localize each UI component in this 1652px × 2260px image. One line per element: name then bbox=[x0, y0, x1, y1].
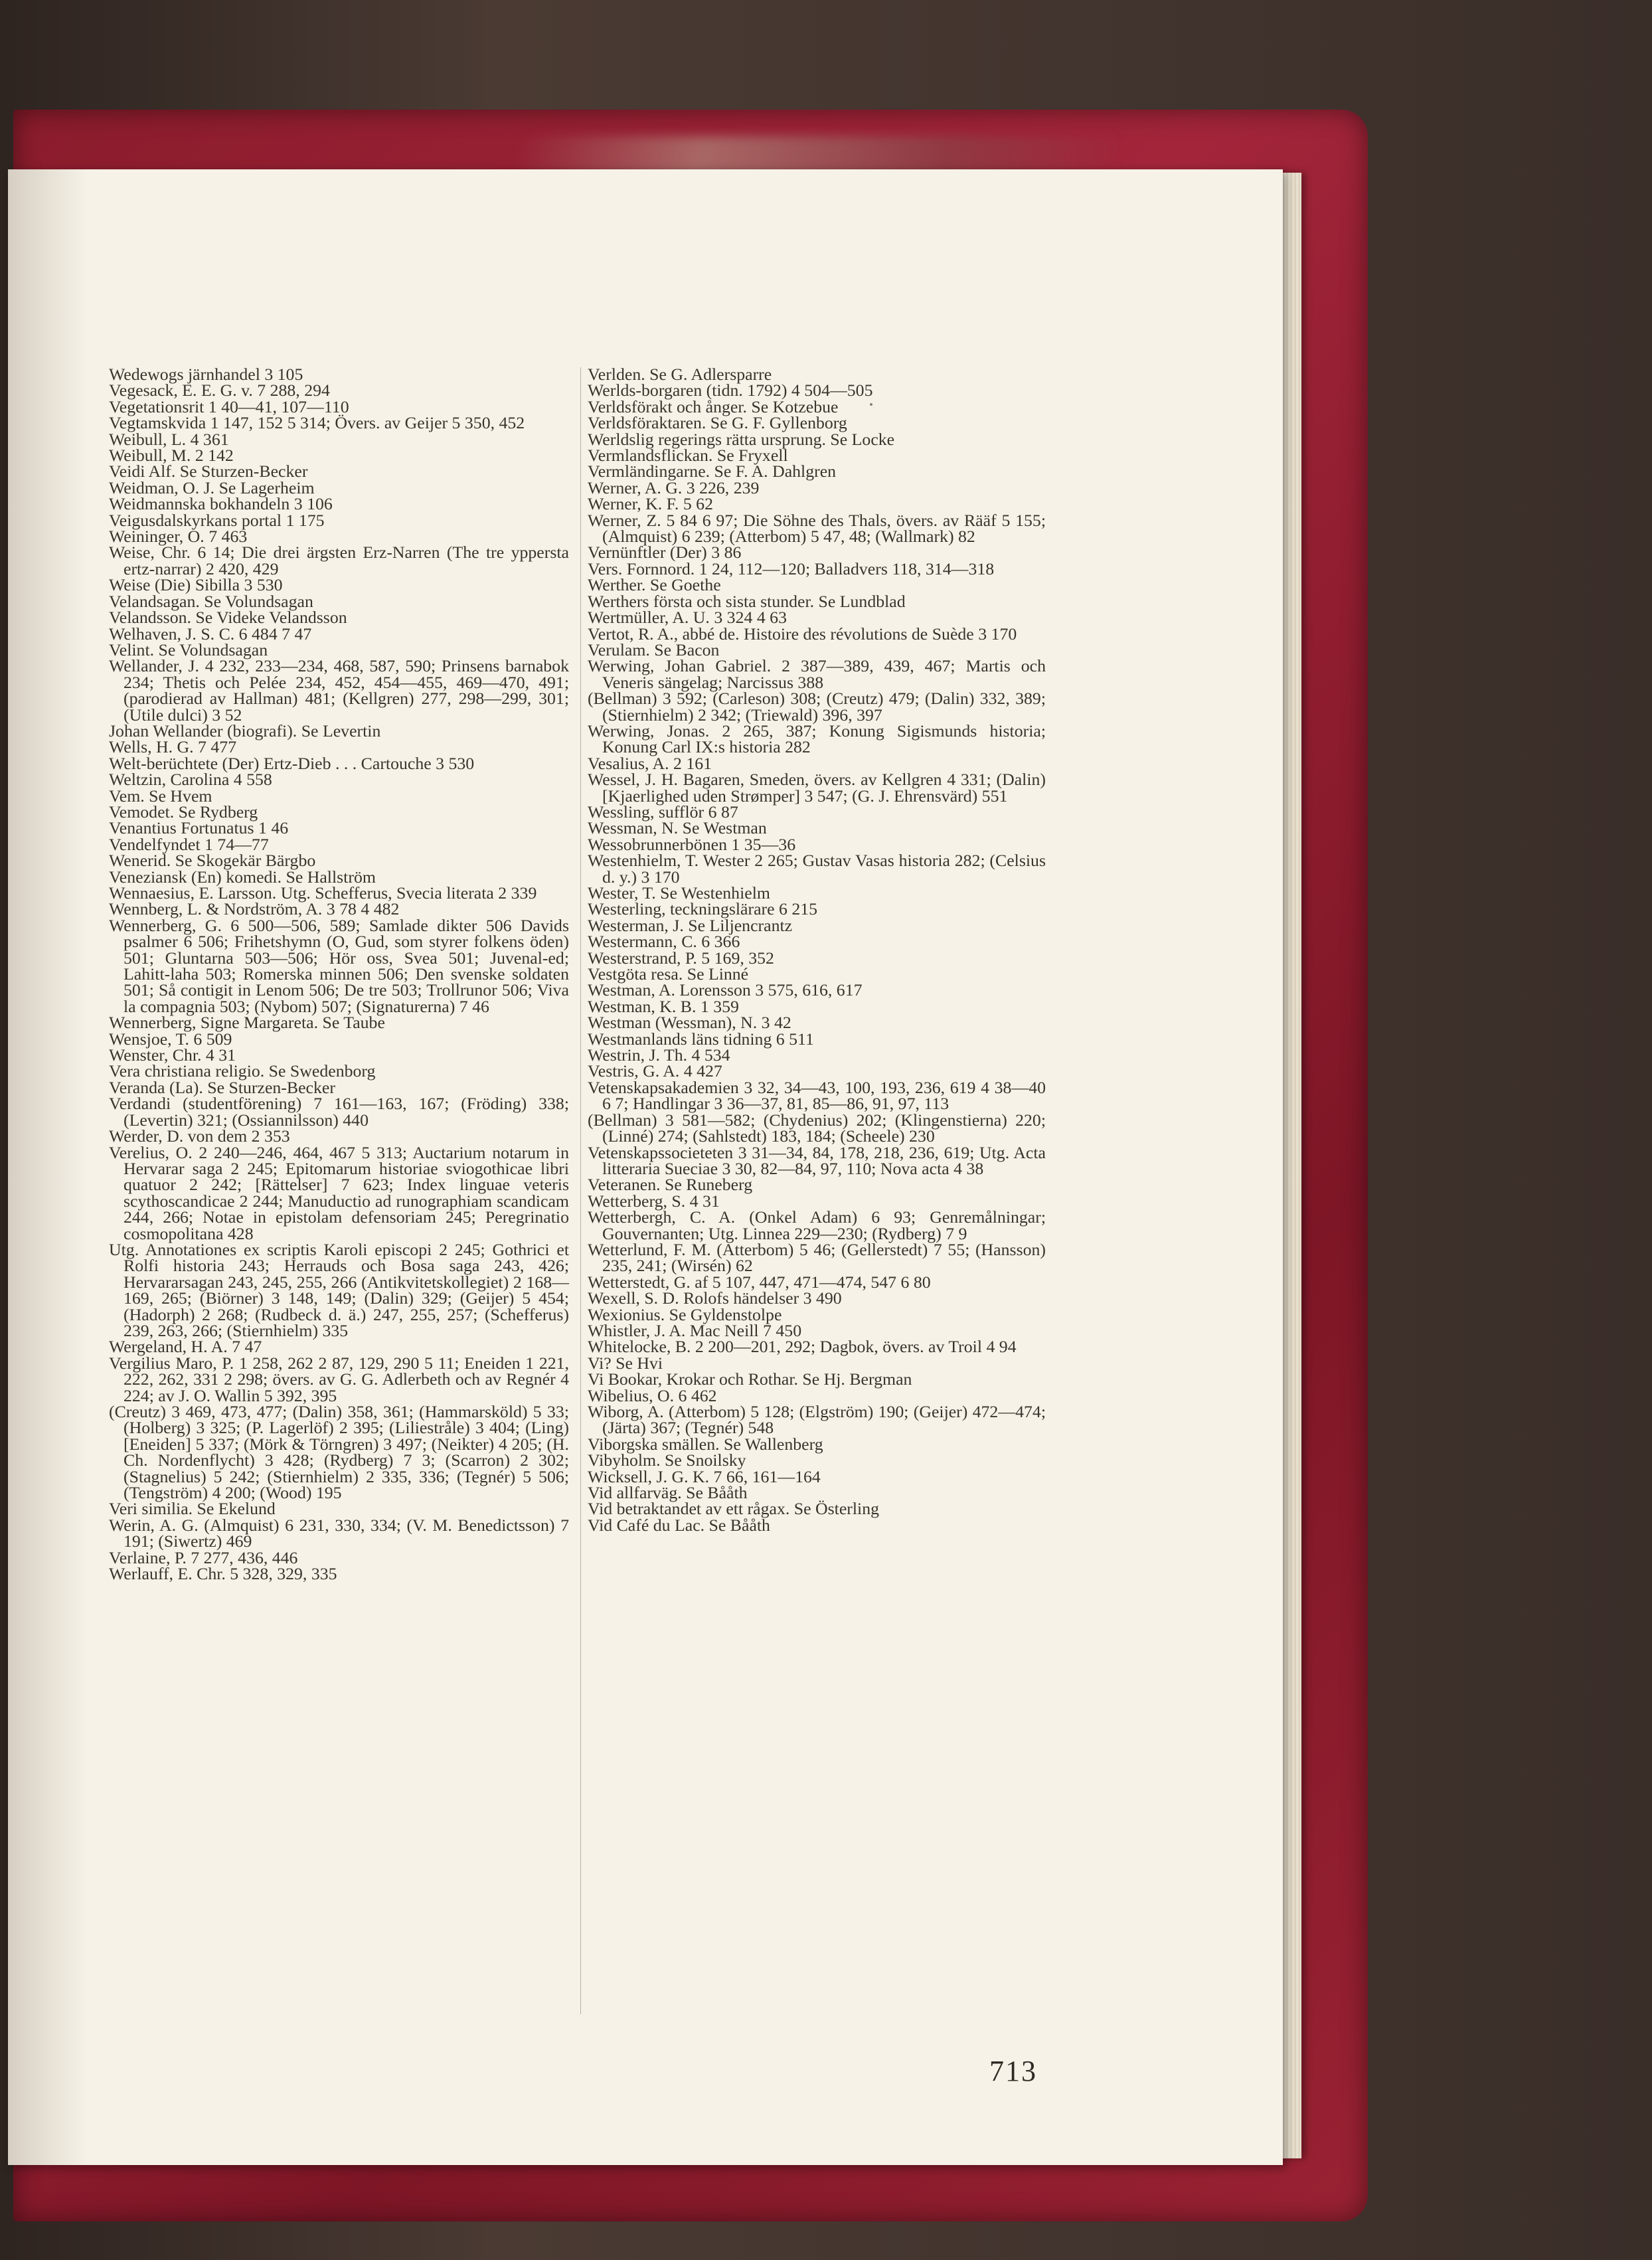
index-entry: Whistler, J. A. Mac Neill 7 450 bbox=[588, 1320, 802, 1340]
index-entry: Wexell, S. D. Rolofs händelser 3 490 bbox=[588, 1288, 842, 1308]
index-entry: Verlaine, P. 7 277, 436, 446 bbox=[109, 1547, 298, 1567]
index-entry: Weise, Chr. 6 14; Die drei ärgsten Erz-Narren (The tre yppersta ertz-narrar) 2 420, 429 bbox=[109, 543, 569, 578]
index-entry: Wicksell, J. G. K. 7 66, 161—164 bbox=[588, 1466, 821, 1486]
index-entry: Vegetationsrit 1 40—41, 107—110 bbox=[109, 396, 349, 416]
index-entry: Vesalius, A. 2 161 bbox=[588, 753, 712, 773]
index-entry: Wexionius. Se Gyldenstolpe bbox=[588, 1304, 782, 1324]
index-entry: Westman, K. B. 1 359 bbox=[588, 996, 739, 1016]
index-entry: Wennberg, L. & Nordström, A. 3 78 4 482 bbox=[109, 899, 400, 919]
index-entry: Werner, A. G. 3 226, 239 bbox=[588, 478, 760, 497]
index-entry: Vera christiana religio. Se Swedenborg bbox=[109, 1061, 376, 1081]
index-entry: Verlden. Se G. Adlersparre bbox=[588, 365, 772, 384]
index-entry: Westmanlands läns tidning 6 511 bbox=[588, 1029, 814, 1049]
index-entry: Wergeland, H. A. 7 47 bbox=[109, 1337, 262, 1357]
index-entry: Westman (Wessman), N. 3 42 bbox=[588, 1013, 791, 1033]
index-entry: Vermländingarne. Se F. A. Dahlgren bbox=[588, 462, 837, 481]
index-entry: Johan Wellander (biografi). Se Levertin bbox=[109, 721, 381, 740]
index-entry: Verelius, O. 2 240—246, 464, 467 5 313; Auctarium notarum in Hervarar saga 2 245; Epitomarum historiae sviogothicae libri quatuor 2 242; [Rättelser] 7 623; Index linguae veteris scythoscandicae 2 244; Manuductio ad runographiam scandicam 244, 266; Notae in epistolam defensoriam 245; Peregrinatio cosmopolitana 428 bbox=[109, 1142, 569, 1243]
index-entry: Weidman, O. J. Se Lagerheim bbox=[109, 478, 315, 497]
index-entry: Werin, A. G. (Almquist) 6 231, 330, 334; (V. M. Benedictsson) 7 191; (Siwertz) 469 bbox=[109, 1515, 569, 1551]
index-entry: Whitelocke, B. 2 200—201, 292; Dagbok, övers. av Troil 4 94 bbox=[588, 1337, 1017, 1357]
index-entry: Verldsförakt och ånger. Se Kotzebue bbox=[588, 396, 839, 416]
index-entry: Weibull, L. 4 361 bbox=[109, 429, 229, 449]
index-entry: Werther. Se Goethe bbox=[588, 575, 721, 595]
index-entry: Wiborg, A. (Atterbom) 5 128; (Elgström) 190; (Geijer) 472—474; (Järta) 367; (Tegnér) 548 bbox=[588, 1402, 1046, 1438]
index-entry: Welt-berüchtete (Der) Ertz-Dieb . . . Cartouche 3 530 bbox=[109, 753, 475, 773]
index-entry: Wetterbergh, C. A. (Onkel Adam) 6 93; Genremålningar; Gouvernanten; Utg. Linnea 229—230; (Rydberg) 7 9 bbox=[588, 1207, 1046, 1243]
index-entry: Vendelfyndet 1 74—77 bbox=[109, 834, 269, 854]
index-entry: Werldslig regerings rätta ursprung. Se Locke bbox=[588, 429, 895, 449]
index-entry: Wennerberg, Signe Margareta. Se Taube bbox=[109, 1013, 385, 1033]
index-entry: Werlauff, E. Chr. 5 328, 329, 335 bbox=[109, 1564, 337, 1584]
index-entry: Westman, A. Lorensson 3 575, 616, 617 bbox=[588, 980, 863, 1000]
index-entry: Verldsföraktaren. Se G. F. Gyllenborg bbox=[588, 413, 847, 433]
index-entry: Vi Bookar, Krokar och Rothar. Se Hj. Bergman bbox=[588, 1369, 912, 1389]
index-entry: Wessobrunnerbönen 1 35—36 bbox=[588, 834, 796, 854]
index-entry: Werlds-borgaren (tidn. 1792) 4 504—505 bbox=[588, 381, 873, 400]
index-entry: Velandsagan. Se Volundsagan bbox=[109, 591, 313, 611]
index-entry: Vetenskapsakademien 3 32, 34—43, 100, 193, 236, 619 4 38—40 6 7; Handlingar 3 36—37, 81, 85—86, 91, 97, 113 bbox=[588, 1077, 1046, 1114]
index-entry: Wenerid. Se Skogekär Bärgbo bbox=[109, 851, 316, 871]
index-entry: Werner, Z. 5 84 6 97; Die Söhne des Thals, övers. av Rääf 5 155; (Almquist) 6 239; (Atterbom) 5 47, 48; (Wallmark) 82 bbox=[588, 510, 1046, 547]
index-entry: Wertmüller, A. U. 3 324 4 63 bbox=[588, 608, 787, 628]
index-entry: (Bellman) 3 592; (Carleson) 308; (Creutz) 479; (Dalin) 332, 389; (Stiernhielm) 2 342; (Triewald) 396, 397 bbox=[588, 689, 1046, 725]
index-entry: Veranda (La). Se Sturzen-Becker bbox=[109, 1077, 335, 1097]
book-page bbox=[8, 169, 1283, 2165]
index-entry: Werder, D. von dem 2 353 bbox=[109, 1126, 290, 1146]
index-entry: Vetenskapssocieteten 3 31—34, 84, 178, 218, 236, 619; Utg. Acta litteraria Sueciae 3 30, 82—84, 97, 110; Nova acta 4 38 bbox=[588, 1142, 1046, 1178]
index-entry: Veidi Alf. Se Sturzen-Becker bbox=[109, 462, 308, 481]
index-entry: Weltzin, Carolina 4 558 bbox=[109, 770, 272, 790]
index-entry: Vid Café du Lac. Se Bååth bbox=[588, 1515, 770, 1535]
index-entry: Wensjoe, T. 6 509 bbox=[109, 1029, 232, 1049]
index-entry: (Bellman) 3 581—582; (Chydenius) 202; (Klingenstierna) 220; (Linné) 274; (Sahlstedt) 183, 184; (Scheele) 230 bbox=[588, 1110, 1046, 1146]
index-entry: Vegtamskvida 1 147, 152 5 314; Övers. av Geijer 5 350, 452 bbox=[109, 413, 525, 433]
index-entry: Vertot, R. A., abbé de. Histoire des révolutions de Suède 3 170 bbox=[588, 624, 1017, 644]
index-entry: Werner, K. F. 5 62 bbox=[588, 494, 713, 514]
index-entry: Velandsson. Se Videke Velandsson bbox=[109, 608, 347, 628]
index-entry: Weibull, M. 2 142 bbox=[109, 446, 234, 466]
index-entry: Westerling, teckningslärare 6 215 bbox=[588, 899, 818, 919]
index-entry: Westenhielm, T. Wester 2 265; Gustav Vasas historia 282; (Celsius d. y.) 3 170 bbox=[588, 851, 1046, 887]
index-entry: Vi? Se Hvi bbox=[588, 1353, 663, 1373]
index-entry: Vermlandsflickan. Se Fryxell bbox=[588, 446, 788, 466]
index-entry: Vem. Se Hvem bbox=[109, 786, 212, 806]
index-entry: Wetterberg, S. 4 31 bbox=[588, 1191, 720, 1211]
index-entry: Wessling, sufflör 6 87 bbox=[588, 802, 738, 822]
index-column-left bbox=[109, 367, 569, 1582]
index-entry: Weidmannska bokhandeln 3 106 bbox=[109, 494, 333, 514]
index-entry: Vernünftler (Der) 3 86 bbox=[588, 543, 742, 563]
index-entry: Wetterlund, F. M. (Atterbom) 5 46; (Gellerstedt) 7 55; (Hansson) 235, 241; (Wirsén) 62 bbox=[588, 1239, 1046, 1276]
index-entry: Vestris, G. A. 4 427 bbox=[588, 1061, 722, 1081]
index-entry: Venantius Fortunatus 1 46 bbox=[109, 818, 289, 838]
index-entry: Wenster, Chr. 4 31 bbox=[109, 1045, 236, 1065]
index-entry: Verdandi (studentförening) 7 161—163, 167; (Fröding) 338; (Levertin) 321; (Ossiannilsson) 440 bbox=[109, 1094, 569, 1130]
index-entry: Wells, H. G. 7 477 bbox=[109, 737, 237, 757]
index-entry: Vegesack, E. E. G. v. 7 288, 294 bbox=[109, 381, 330, 400]
index-entry: Wennaesius, E. Larsson. Utg. Schefferus, Svecia literata 2 339 bbox=[109, 883, 537, 903]
index-entry: Vemodet. Se Rydberg bbox=[109, 802, 258, 822]
index-entry: Welhaven, J. S. C. 6 484 7 47 bbox=[109, 624, 312, 644]
index-entry: Utg. Annotationes ex scriptis Karoli episcopi 2 245; Gothrici et Rolfi historia 243; Herrauds och Bosa saga 243, 426; Hervararsagan 243, 245, 255, 266 (Antikvitetskollegiet) 2 168—169, 265; (Biörner) 3 148, 149; (Dalin) 329; (Geijer) 5 454; (Hadorph) 2 268; (Rudbeck d. ä.) 247, 255, 257; (Schefferus) 239, 263, 266; (Stiernhielm) 335 bbox=[109, 1239, 569, 1340]
index-entry: Viborgska smällen. Se Wallenberg bbox=[588, 1434, 823, 1454]
index-entry: Veri similia. Se Ekelund bbox=[109, 1499, 276, 1519]
index-entry: Wedewogs järnhandel 3 105 bbox=[109, 365, 303, 384]
index-column-right bbox=[588, 367, 1046, 1533]
index-entry: Westerstrand, P. 5 169, 352 bbox=[588, 948, 774, 968]
index-entry: Westermann, C. 6 366 bbox=[588, 932, 740, 952]
index-entry: Weise (Die) Sibilla 3 530 bbox=[109, 575, 283, 595]
index-entry: Vestgöta resa. Se Linné bbox=[588, 964, 749, 984]
index-entry: Velint. Se Volundsagan bbox=[109, 640, 268, 659]
index-entry: Wetterstedt, G. af 5 107, 447, 471—474, 547 6 80 bbox=[588, 1272, 931, 1292]
index-entry: Werwing, Johan Gabriel. 2 387—389, 439, 467; Martis och Veneris sängelag; Narcissus 388 bbox=[588, 656, 1046, 692]
index-entry: Wester, T. Se Westenhielm bbox=[588, 883, 770, 903]
index-entry: Wibelius, O. 6 462 bbox=[588, 1385, 717, 1405]
index-entry: Verulam. Se Bacon bbox=[588, 640, 720, 659]
index-entry: Wellander, J. 4 232, 233—234, 468, 587, 590; Prinsens barnabok 234; Thetis och Pelée 234, 452, 454—455, 469—470, 491; (parodierad av Hallman) 481; (Kellgren) 277, 298—299, 301; (Utile dulci) 3 52 bbox=[109, 656, 569, 725]
index-entry: Vergilius Maro, P. 1 258, 262 2 87, 129, 290 5 11; Eneiden 1 221, 222, 262, 331 2 298; övers. av G. G. Adlerbeth och av Regnér 4 224; av J. O. Wallin 5 392, 395 bbox=[109, 1353, 569, 1405]
index-entry: Vid betraktandet av ett rågax. Se Österling bbox=[588, 1499, 880, 1519]
column-divider bbox=[580, 367, 581, 2014]
index-entry: Werthers första och sista stunder. Se Lundblad bbox=[588, 591, 906, 611]
index-entry: Westrin, J. Th. 4 534 bbox=[588, 1045, 730, 1065]
index-entry: Westerman, J. Se Liljencrantz bbox=[588, 915, 793, 935]
index-entry: Vers. Fornnord. 1 24, 112—120; Balladvers 118, 314—318 bbox=[588, 559, 995, 578]
index-entry: Veneziansk (En) komedi. Se Hallström bbox=[109, 867, 376, 887]
index-entry: Vid allfarväg. Se Bååth bbox=[588, 1483, 748, 1503]
index-entry: Wessman, N. Se Westman bbox=[588, 818, 767, 838]
index-entry: Werwing, Jonas. 2 265, 387; Konung Sigismunds historia; Konung Carl IX:s historia 282 bbox=[588, 721, 1046, 757]
index-entry: Wennerberg, G. 6 500—506, 589; Samlade dikter 506 Davids psalmer 6 506; Frihetshymn (O, Gud, som styrer folkens öden) 501; Gluntarna 503—506; Hör oss, Svea 501; Juvenal-ed; Lahitt-laha 503; Romerska minnen 506; Den svenske soldaten 501; Så contigit in Lenom 506; De tre 503; Trollrunor 506; Viva la compagnia 503; (Nybom) 507; (Signaturerna) 7 46 bbox=[109, 915, 569, 1016]
index-entry: Vibyholm. Se Snoilsky bbox=[588, 1450, 746, 1470]
page-number: 713 bbox=[989, 2055, 1037, 2087]
index-entry: Weininger, O. 7 463 bbox=[109, 527, 248, 547]
index-entry: Veteranen. Se Runeberg bbox=[588, 1175, 753, 1195]
index-entry: Wessel, J. H. Bagaren, Smeden, övers. av Kellgren 4 331; (Dalin) [Kjaerlighed uden Strømper] 3 547; (G. J. Ehrensvärd) 551 bbox=[588, 770, 1046, 806]
index-entry: Veigusdalskyrkans portal 1 175 bbox=[109, 510, 325, 530]
index-entry: (Creutz) 3 469, 473, 477; (Dalin) 358, 361; (Hammarsköld) 5 33; (Holberg) 3 325; (P. Lagerlöf) 2 395; (Liliestråle) 3 404; (Ling) [Eneiden] 5 337; (Mörk & Törngren) 3 497; (Neikter) 4 205; (H. Ch. Nordenflycht) 3 428; (Rydberg) 7 3; (Scarron) 2 302; (Stagnelius) 5 242; (Stiernhielm) 2 335, 336; (Tegnér) 5 506; (Tengström) 4 200; (Wood) 195 bbox=[109, 1402, 569, 1503]
